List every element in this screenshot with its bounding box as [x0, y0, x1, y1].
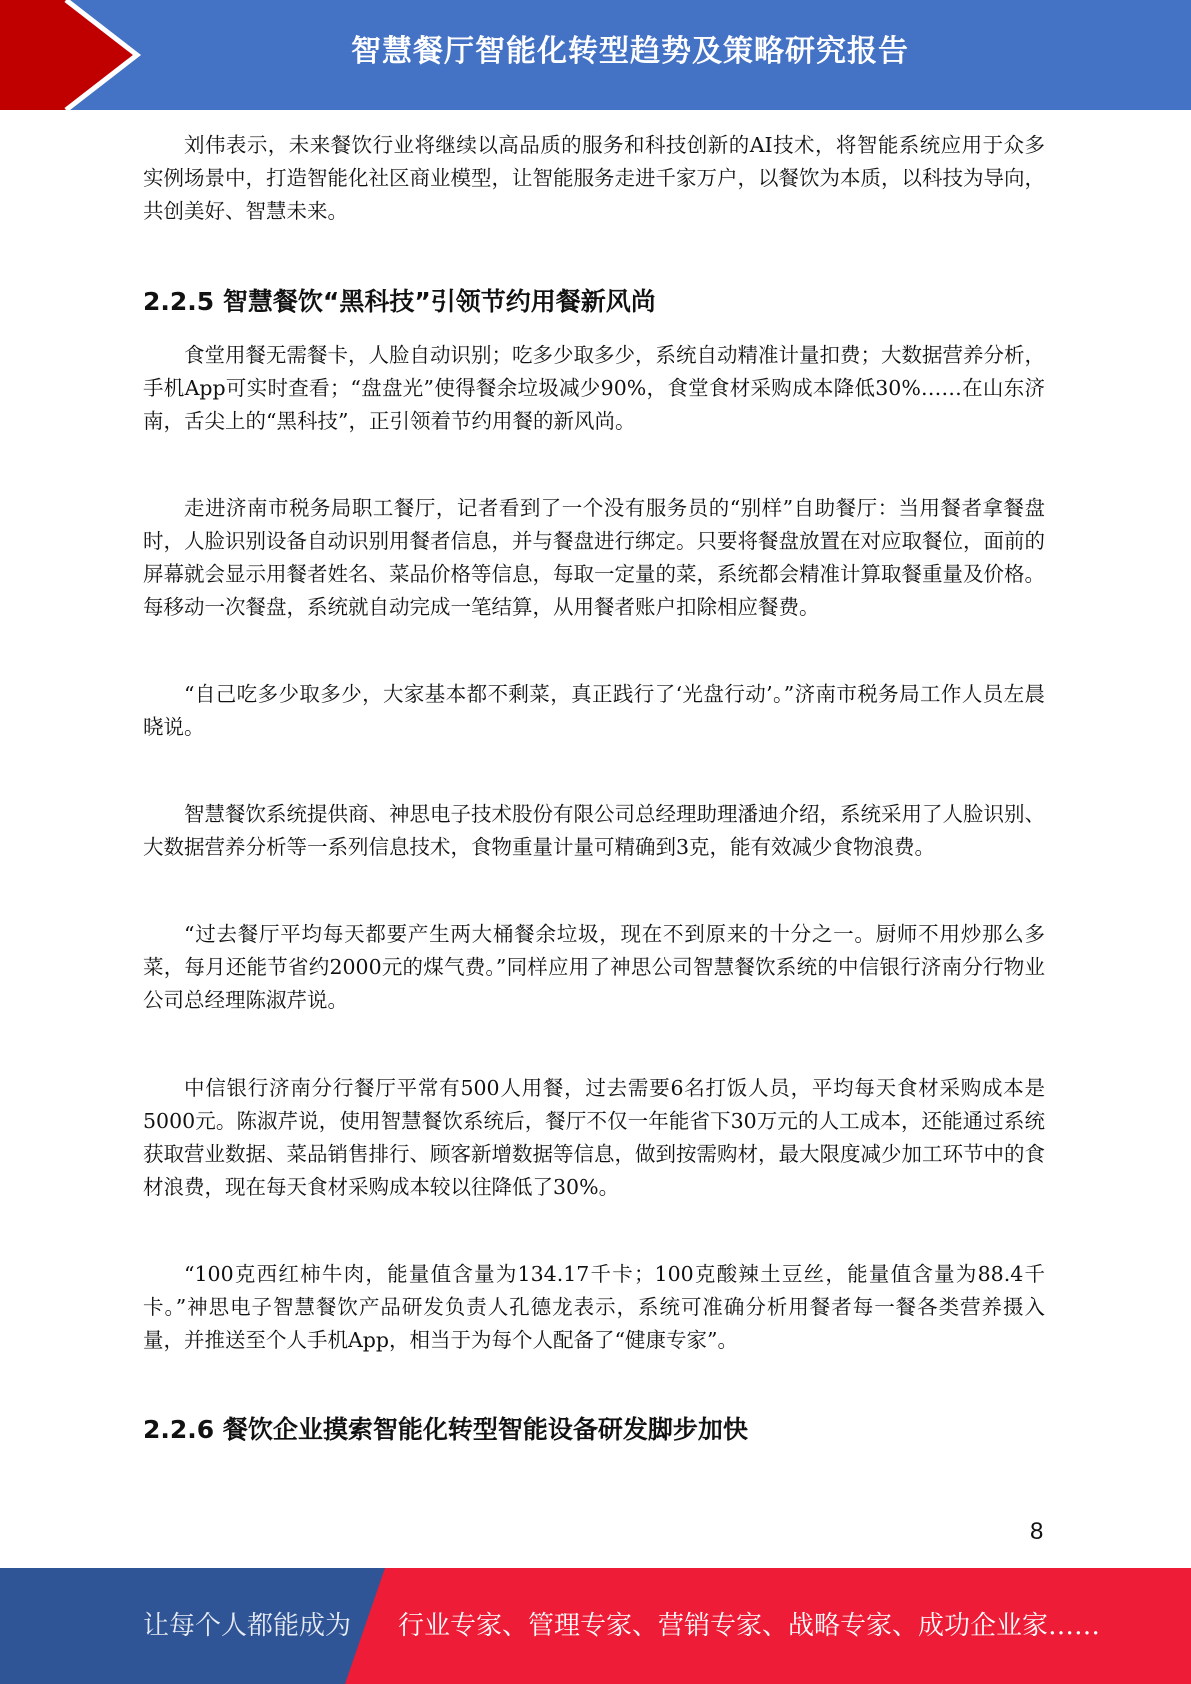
paragraph: “自己吃多少取多少，大家基本都不剩菜，真正践行了‘光盘行动’。”济南市税务局工作人员左晨晓说。	[143, 682, 1045, 739]
paragraph: 智慧餐饮系统提供商、神思电子技术股份有限公司总经理助理潘迪介绍，系统采用了人脸识别、大数据营养分析等一系列信息技术，食物重量计量可精确到3克，能有效减少食物浪费。	[143, 802, 1045, 859]
paragraph: 食堂用餐无需餐卡，人脸自动识别；吃多少取多少，系统自动精准计量扣费；大数据营养分析，手机App可实时查看；“盘盘光”使得餐余垃圾减少90%，食堂食材采购成本降低30%……在山东济南，舌尖上的“黑科技”，正引领着节约用餐的新风尚。	[143, 343, 1045, 433]
footer-slogan-left: 让每个人都能成为	[143, 1611, 352, 1641]
header-arrow-decoration	[0, 0, 200, 110]
section-heading-2-2-5: 2.2.5 智慧餐饮“黑科技”引领节约用餐新风尚	[143, 287, 656, 316]
section-heading-2-2-6: 2.2.6 餐饮企业摸索智能化转型智能设备研发脚步加快	[143, 1415, 748, 1444]
paragraph: “过去餐厅平均每天都要产生两大桶餐余垃圾，现在不到原来的十分之一。厨师不用炒那么多菜，每月还能节省约2000元的煤气费。”同样应用了神思公司智慧餐饮系统的中信银行济南分行物业公司总经理陈淑芹说。	[143, 922, 1045, 1012]
paragraph: “100克西红柿牛肉，能量值含量为134.17千卡；100克酸辣土豆丝，能量值含量为88.4千卡。”神思电子智慧餐饮产品研发负责人孔德龙表示，系统可准确分析用餐者每一餐各类营养摄入量，并推送至个人手机App，相当于为每个人配备了“健康专家”。	[143, 1262, 1045, 1352]
paragraph: 走进济南市税务局职工餐厅，记者看到了一个没有服务员的“别样”自助餐厅：当用餐者拿餐盘时，人脸识别设备自动识别用餐者信息，并与餐盘进行绑定。只要将餐盘放置在对应取餐位，面前的屏幕就会显示用餐者姓名、菜品价格等信息，每取一定量的菜，系统都会精准计算取餐重量及价格。每移动一次餐盘，系统就自动完成一笔结算，从用餐者账户扣除相应餐费。	[143, 496, 1045, 619]
page-number: 8	[1030, 1518, 1044, 1545]
page-footer	[0, 1568, 1191, 1684]
footer-slogan-right: 行业专家、管理专家、营销专家、战略专家、成功企业家……	[398, 1611, 1101, 1641]
paragraph: 中信银行济南分行餐厅平常有500人用餐，过去需要6名打饭人员，平均每天食材采购成本是5000元。陈淑芹说，使用智慧餐饮系统后，餐厅不仅一年能省下30万元的人工成本，还能通过系统获取营业数据、菜品销售排行、顾客新增数据等信息，做到按需购材，最大限度减少加工环节中的食材浪费，现在每天食材采购成本较以往降低了30%。	[143, 1076, 1045, 1199]
paragraph: 刘伟表示，未来餐饮行业将继续以高品质的服务和科技创新的AI技术，将智能系统应用于众多实例场景中，打造智能化社区商业模型，让智能服务走进千家万户，以餐饮为本质，以科技为导向，共创美好、智慧未来。	[143, 133, 1045, 223]
page-header	[0, 0, 1191, 110]
report-title: 智慧餐厅智能化转型趋势及策略研究报告	[351, 34, 909, 69]
